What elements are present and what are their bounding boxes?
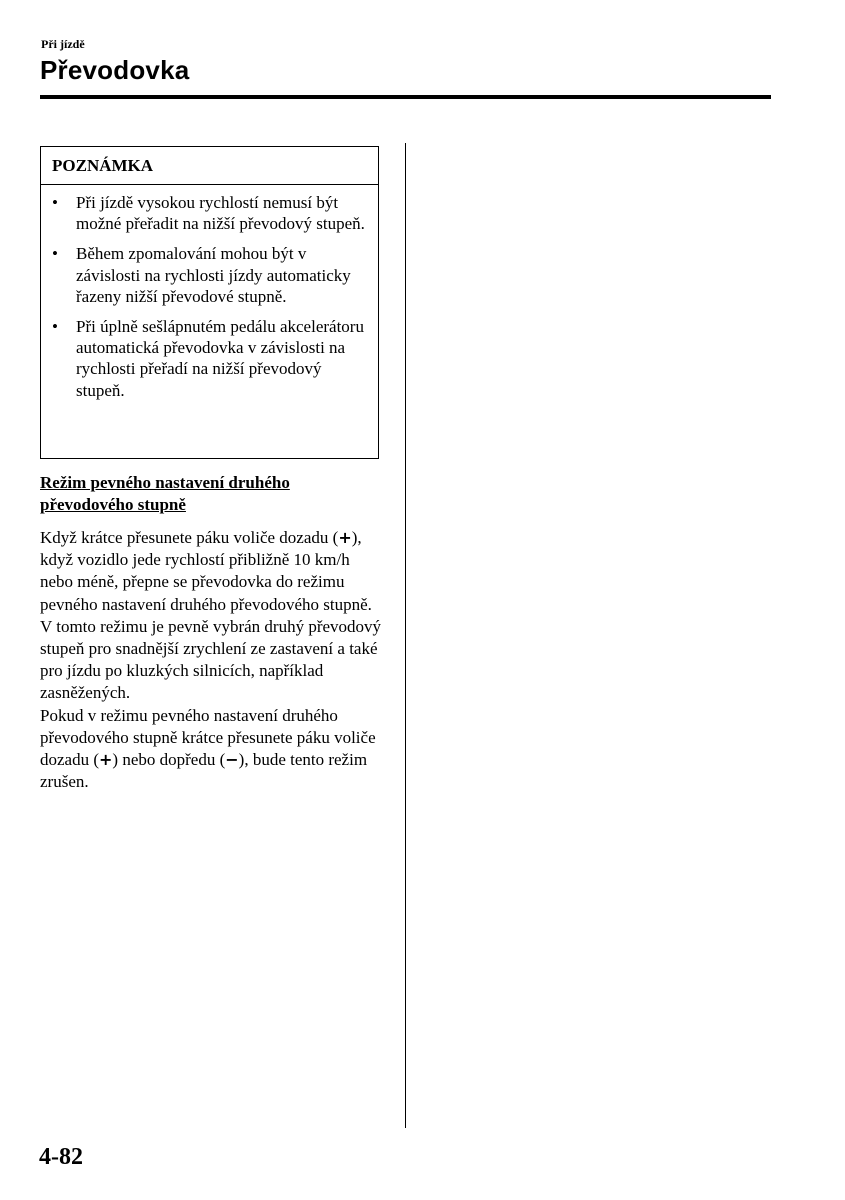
paragraph-2: Pokud v režimu pevného nastavení druhého převodového stupně krátce přesunete páku voliče dozadu (+) nebo dopředu (−), bude tento režim zrušen. bbox=[40, 705, 376, 792]
list-item bbox=[41, 192, 378, 234]
note-item-text: Při jízdě vysokou rychlostí nemusí být možné přeřadit na nižší převodový stupeň. bbox=[76, 193, 365, 234]
note-box bbox=[40, 146, 379, 459]
note-header: POZNÁMKA bbox=[41, 147, 378, 185]
bullet-icon: • bbox=[52, 244, 58, 264]
note-list bbox=[41, 185, 378, 401]
page-number: 4-82 bbox=[39, 1144, 83, 1170]
note-item-text: Během zpomalování mohou být v závislosti na rychlosti jízdy automaticky řazeny nižší převodové stupně. bbox=[76, 244, 351, 306]
plus-icon: + bbox=[338, 528, 352, 547]
paragraph-1: Když krátce přesunete páku voliče dozadu (+), když vozidlo jede rychlostí přibližně 10 km/h nebo méně, přepne se převodovka do režimu pevného nastavení druhého převodového stupně. V tomto režimu je pevně vybrán druhý převodový stupeň pro snadnější zrychlení ze zastavení a také pro jízdu po kluzkých silnicích, například zasněžených. bbox=[40, 528, 382, 703]
list-item bbox=[41, 243, 378, 307]
section-heading: Režim pevného nastavení druhého převodového stupně bbox=[40, 473, 290, 514]
section-label: Při jízdě bbox=[41, 37, 85, 51]
note-item-text: Při úplně sešlápnutém pedálu akcelerátoru automatická převodovka v závislosti na rychlosti přeřadí na nižší převodový stupeň. bbox=[76, 317, 364, 400]
column-divider bbox=[405, 143, 406, 1128]
bullet-icon: • bbox=[52, 317, 58, 337]
page-title: Převodovka bbox=[40, 55, 190, 85]
body-text bbox=[40, 527, 385, 793]
plus-icon: + bbox=[99, 750, 113, 770]
minus-icon: − bbox=[225, 750, 239, 770]
title-rule bbox=[40, 95, 771, 99]
bullet-icon: • bbox=[52, 193, 58, 212]
list-item bbox=[41, 316, 378, 401]
